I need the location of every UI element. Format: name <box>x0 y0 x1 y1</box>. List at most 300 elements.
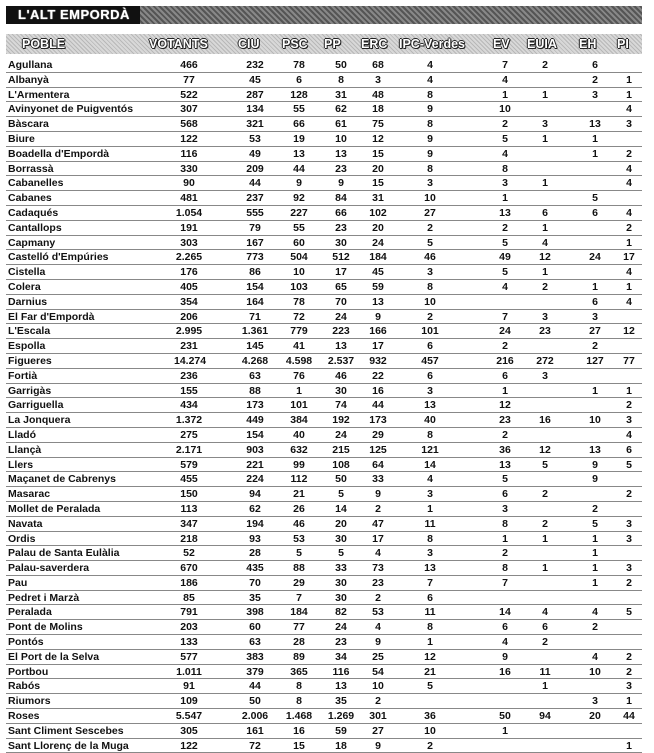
cell-euia: 5 <box>542 458 548 471</box>
cell-pi: 1 <box>626 88 632 101</box>
cell-votants: 2.995 <box>175 325 203 338</box>
cell-poble: Riumors <box>8 695 51 708</box>
cell-poble: El Far d'Empordà <box>8 310 95 323</box>
cell-poble: Rabós <box>8 680 41 693</box>
table-title: L'ALT EMPORDÀ <box>6 6 140 24</box>
cell-poble: Palau de Santa Eulàlia <box>8 547 120 560</box>
cell-psc: 227 <box>290 206 308 219</box>
cell-ev: 8 <box>502 562 508 575</box>
cell-votants: 466 <box>180 59 198 71</box>
cell-poble: Boadella d'Empordà <box>8 147 110 160</box>
cell-ipc-verdes: 10 <box>424 192 436 205</box>
cell-votants: 5.547 <box>175 710 203 723</box>
cell-ev: 13 <box>499 458 511 471</box>
table-row <box>6 532 642 547</box>
cell-erc: 23 <box>372 576 384 589</box>
cell-ev: 216 <box>496 354 514 367</box>
cell-votants: 122 <box>180 132 198 145</box>
cell-psc: 184 <box>290 606 308 619</box>
cell-eh <box>577 635 613 649</box>
cell-pi: 4 <box>626 295 632 308</box>
table-row <box>6 354 642 369</box>
cell-eh: 5 <box>592 192 598 205</box>
cell-votants: 354 <box>180 295 198 308</box>
cell-ipc-verdes: 11 <box>424 517 436 530</box>
cell-eh <box>577 162 613 176</box>
cell-ipc-verdes: 2 <box>427 310 433 323</box>
cell-ev <box>488 694 522 708</box>
cell-ipc-verdes: 457 <box>421 354 439 367</box>
cell-psc: 632 <box>290 443 308 456</box>
cell-eh <box>577 236 613 250</box>
cell-pp: 24 <box>335 428 347 441</box>
cell-euia: 1 <box>542 221 548 234</box>
cell-ciu: 287 <box>246 88 264 101</box>
cell-psc: 41 <box>293 340 305 353</box>
cell-ev: 36 <box>499 443 511 456</box>
cell-ciu: 49 <box>249 147 261 160</box>
cell-poble: Colera <box>8 280 41 293</box>
cell-ciu: 903 <box>246 443 264 456</box>
cell-poble: Masarac <box>8 488 51 501</box>
header-ev: EV <box>493 37 510 51</box>
table-row <box>6 650 642 665</box>
cell-euia: 1 <box>542 562 548 575</box>
cell-votants: 218 <box>180 532 198 545</box>
cell-euia <box>527 694 563 708</box>
table-row <box>6 310 642 325</box>
cell-pi: 6 <box>626 443 632 456</box>
cell-eh: 1 <box>592 384 598 397</box>
cell-votants: 1.054 <box>175 206 203 219</box>
cell-poble: Sant Llorenç de la Muga <box>8 739 129 752</box>
cell-ev: 4 <box>502 147 508 160</box>
cell-ev: 6 <box>502 369 508 382</box>
cell-euia: 16 <box>539 414 551 427</box>
table-row <box>6 265 642 280</box>
cell-eh <box>577 487 613 501</box>
cell-ciu: 50 <box>249 695 261 708</box>
cell-ev <box>488 295 522 309</box>
cell-ciu: 88 <box>249 384 261 397</box>
cell-euia: 1 <box>542 266 548 279</box>
table-row <box>6 502 642 517</box>
cell-psc: 53 <box>293 532 305 545</box>
cell-erc: 29 <box>372 428 384 441</box>
cell-pi: 1 <box>626 739 632 752</box>
cell-euia <box>527 650 563 664</box>
table-row <box>6 428 642 443</box>
cell-pp: 8 <box>338 73 344 86</box>
cell-eh: 13 <box>589 118 601 131</box>
cell-eh: 6 <box>592 295 598 308</box>
cell-ev: 8 <box>502 162 508 175</box>
cell-erc: 33 <box>372 473 384 486</box>
cell-pp: 33 <box>335 562 347 575</box>
cell-eh: 3 <box>592 88 598 101</box>
cell-ipc-verdes: 101 <box>421 325 439 338</box>
cell-ev: 9 <box>502 650 508 663</box>
cell-poble: Albanyà <box>8 73 49 86</box>
cell-ev: 5 <box>502 132 508 145</box>
cell-ipc-verdes <box>410 694 450 708</box>
cell-euia <box>527 739 563 753</box>
cell-pp: 2.537 <box>327 354 355 367</box>
cell-poble: Lladó <box>8 428 36 441</box>
cell-psc: 40 <box>293 428 305 441</box>
cell-euia: 12 <box>539 251 551 264</box>
cell-erc: 75 <box>372 118 384 131</box>
cell-poble: Cabanes <box>8 192 52 205</box>
header-votants: VOTANTS <box>149 37 208 51</box>
cell-votants: 307 <box>180 103 198 116</box>
cell-ciu: 435 <box>246 562 264 575</box>
cell-erc: 47 <box>372 517 384 530</box>
cell-pp: 192 <box>332 414 350 427</box>
cell-votants: 116 <box>180 147 198 160</box>
cell-poble: Palau-saverdera <box>8 562 90 575</box>
cell-votants: 577 <box>180 650 198 663</box>
cell-votants: 275 <box>180 428 198 441</box>
cell-ev: 1 <box>502 88 508 101</box>
cell-pp: 23 <box>335 221 347 234</box>
table-row <box>6 206 642 221</box>
cell-pi <box>615 58 643 72</box>
cell-ipc-verdes: 3 <box>427 177 433 190</box>
cell-poble: Pau <box>8 576 28 589</box>
cell-psc: 16 <box>293 724 305 737</box>
cell-erc: 166 <box>369 325 387 338</box>
cell-euia <box>527 384 563 398</box>
cell-pp: 66 <box>335 206 347 219</box>
cell-eh <box>577 428 613 442</box>
cell-psc: 46 <box>293 517 305 530</box>
cell-pp: 108 <box>332 458 350 471</box>
cell-eh: 1 <box>592 280 598 293</box>
cell-votants: 150 <box>180 488 198 501</box>
cell-pi <box>615 472 643 486</box>
cell-votants: 14.274 <box>174 354 207 367</box>
cell-euia <box>527 428 563 442</box>
table-row <box>6 591 642 606</box>
cell-eh: 9 <box>592 458 598 471</box>
cell-eh <box>577 398 613 412</box>
cell-pi: 1 <box>626 280 632 293</box>
cell-pp: 70 <box>335 295 347 308</box>
cell-euia <box>527 502 563 516</box>
cell-eh: 24 <box>589 251 601 264</box>
cell-euia: 6 <box>542 621 548 634</box>
cell-eh: 2 <box>592 340 598 353</box>
cell-ipc-verdes: 8 <box>427 428 433 441</box>
cell-votants: 455 <box>180 473 198 486</box>
cell-pp: 35 <box>335 695 347 708</box>
cell-ipc-verdes: 3 <box>427 547 433 560</box>
table-title-bar <box>6 6 642 24</box>
cell-ciu: 94 <box>249 488 261 501</box>
cell-ciu: 1.361 <box>241 325 269 338</box>
cell-ciu: 173 <box>246 399 264 412</box>
cell-erc: 17 <box>372 532 384 545</box>
table-row <box>6 191 642 206</box>
cell-pi: 44 <box>623 710 635 723</box>
cell-poble: Cadaqués <box>8 206 59 219</box>
cell-euia <box>527 339 563 353</box>
table-row <box>6 324 642 339</box>
cell-pp: 10 <box>335 132 347 145</box>
cell-ipc-verdes: 11 <box>424 606 436 619</box>
cell-psc: 112 <box>290 473 308 486</box>
cell-euia: 94 <box>539 710 551 723</box>
table-row <box>6 724 642 739</box>
header-psc: PSC <box>282 37 308 51</box>
cell-ciu: 232 <box>246 59 264 71</box>
cell-psc: 44 <box>293 162 305 175</box>
cell-votants: 434 <box>180 399 198 412</box>
cell-poble: Garrigàs <box>8 384 52 397</box>
cell-ipc-verdes: 8 <box>427 280 433 293</box>
cell-euia: 3 <box>542 310 548 323</box>
cell-euia <box>527 147 563 161</box>
cell-pi: 3 <box>626 680 632 693</box>
cell-erc: 22 <box>372 369 384 382</box>
cell-ev: 5 <box>502 236 508 249</box>
cell-euia: 2 <box>542 280 548 293</box>
cell-ciu: 62 <box>249 502 261 515</box>
cell-pi: 77 <box>623 354 635 367</box>
cell-ev: 7 <box>502 310 508 323</box>
cell-psc: 19 <box>293 132 305 145</box>
cell-erc: 932 <box>369 354 387 367</box>
cell-ipc-verdes: 6 <box>427 369 433 382</box>
table-row <box>6 458 642 473</box>
cell-votants: 155 <box>180 384 198 397</box>
cell-pi <box>615 502 643 516</box>
cell-euia <box>527 472 563 486</box>
cell-ciu: 209 <box>246 162 264 175</box>
cell-ev: 2 <box>502 340 508 353</box>
cell-erc: 45 <box>372 266 384 279</box>
cell-eh: 20 <box>589 710 601 723</box>
cell-ciu: 194 <box>246 517 264 530</box>
table-row <box>6 635 642 650</box>
cell-ipc-verdes: 4 <box>427 473 433 486</box>
cell-psc: 5 <box>296 547 302 560</box>
cell-psc: 504 <box>290 251 308 264</box>
cell-ciu: 164 <box>246 295 264 308</box>
cell-votants: 231 <box>180 340 198 353</box>
table-row <box>6 250 642 265</box>
cell-psc: 78 <box>293 59 305 71</box>
cell-euia: 11 <box>539 665 551 678</box>
cell-erc: 24 <box>372 236 384 249</box>
cell-psc: 55 <box>293 103 305 116</box>
cell-eh: 5 <box>592 517 598 530</box>
cell-euia <box>527 191 563 205</box>
cell-ipc-verdes: 10 <box>424 295 436 308</box>
cell-poble: Cabanelles <box>8 177 64 190</box>
table-row <box>6 88 642 103</box>
cell-ciu: 45 <box>249 73 261 86</box>
cell-psc: 15 <box>293 739 305 752</box>
cell-poble: Capmany <box>8 236 56 249</box>
cell-ipc-verdes: 1 <box>427 636 433 649</box>
cell-euia: 1 <box>542 88 548 101</box>
cell-ipc-verdes: 46 <box>424 251 436 264</box>
cell-ciu: 53 <box>249 132 261 145</box>
cell-ev: 2 <box>502 428 508 441</box>
cell-erc: 4 <box>375 621 381 634</box>
cell-poble: Roses <box>8 710 40 723</box>
header-euia: EUIA <box>527 37 557 51</box>
cell-pp: 5 <box>338 488 344 501</box>
cell-ciu: 2.006 <box>241 710 269 723</box>
cell-psc: 384 <box>290 414 308 427</box>
cell-poble: Biure <box>8 132 35 145</box>
cell-ev: 6 <box>502 621 508 634</box>
table-row <box>6 709 642 724</box>
cell-euia: 3 <box>542 118 548 131</box>
cell-erc: 2 <box>375 502 381 515</box>
cell-pi: 4 <box>626 162 632 175</box>
cell-psc: 78 <box>293 295 305 308</box>
cell-ipc-verdes: 27 <box>424 206 436 219</box>
cell-ipc-verdes: 2 <box>427 221 433 234</box>
cell-ev: 3 <box>502 177 508 190</box>
table-row <box>6 339 642 354</box>
cell-ipc-verdes: 3 <box>427 384 433 397</box>
cell-pi <box>615 635 643 649</box>
cell-ciu: 44 <box>249 680 261 693</box>
cell-ev: 1 <box>502 724 508 737</box>
cell-eh: 6 <box>592 206 598 219</box>
cell-ipc-verdes: 3 <box>427 488 433 501</box>
table-row <box>6 117 642 132</box>
cell-poble: Ordis <box>8 532 36 545</box>
cell-ipc-verdes: 13 <box>424 562 436 575</box>
cell-ev: 49 <box>499 251 511 264</box>
cell-poble: Llers <box>8 458 34 471</box>
cell-euia <box>527 398 563 412</box>
cell-ipc-verdes: 6 <box>427 591 433 604</box>
cell-pi: 5 <box>626 606 632 619</box>
cell-eh: 9 <box>592 473 598 486</box>
cell-ciu: 237 <box>246 192 264 205</box>
cell-votants: 303 <box>180 236 198 249</box>
cell-eh: 10 <box>589 665 601 678</box>
cell-erc: 48 <box>372 88 384 101</box>
cell-ipc-verdes: 7 <box>427 576 433 589</box>
cell-eh: 1 <box>592 576 598 589</box>
results-table <box>6 58 642 753</box>
cell-votants: 77 <box>183 73 195 86</box>
cell-eh: 3 <box>592 695 598 708</box>
cell-erc: 73 <box>372 562 384 575</box>
cell-votants: 305 <box>180 724 198 737</box>
cell-poble: L'Armentera <box>8 88 70 101</box>
cell-euia: 2 <box>542 517 548 530</box>
cell-erc: 18 <box>372 103 384 116</box>
cell-pi: 1 <box>626 73 632 86</box>
cell-votants: 330 <box>180 162 198 175</box>
cell-eh: 2 <box>592 73 598 86</box>
cell-psc: 128 <box>290 88 308 101</box>
cell-ev: 10 <box>499 103 511 116</box>
cell-pi: 1 <box>626 384 632 397</box>
cell-ciu: 86 <box>249 266 261 279</box>
cell-ciu: 379 <box>246 665 264 678</box>
cell-votants: 481 <box>180 192 198 205</box>
cell-pp: 50 <box>335 473 347 486</box>
cell-eh <box>577 369 613 383</box>
cell-votants: 91 <box>183 680 195 693</box>
cell-psc: 29 <box>293 576 305 589</box>
cell-ev: 1 <box>502 532 508 545</box>
cell-pp: 18 <box>335 739 347 752</box>
cell-psc: 28 <box>293 636 305 649</box>
cell-poble: Mollet de Peralada <box>8 502 101 515</box>
cell-poble: Agullana <box>8 59 53 71</box>
cell-psc: 103 <box>290 280 308 293</box>
cell-pp: 31 <box>335 88 347 101</box>
cell-poble: Portbou <box>8 665 49 678</box>
cell-ev: 8 <box>502 517 508 530</box>
cell-ipc-verdes: 5 <box>427 680 433 693</box>
cell-pp: 512 <box>332 251 350 264</box>
cell-eh: 3 <box>592 310 598 323</box>
cell-ev: 50 <box>499 710 511 723</box>
header-ciu: CIU <box>238 37 260 51</box>
cell-erc: 3 <box>375 73 381 86</box>
cell-ev: 13 <box>499 206 511 219</box>
cell-eh: 2 <box>592 621 598 634</box>
cell-ev: 12 <box>499 399 511 412</box>
cell-eh <box>577 739 613 753</box>
cell-ciu: 154 <box>246 428 264 441</box>
cell-pi <box>615 591 643 605</box>
cell-pi: 1 <box>626 695 632 708</box>
cell-pp: 14 <box>335 502 347 515</box>
cell-psc: 26 <box>293 502 305 515</box>
table-row <box>6 398 642 413</box>
cell-euia <box>527 102 563 116</box>
cell-ev: 5 <box>502 266 508 279</box>
table-row <box>6 280 642 295</box>
cell-ciu: 221 <box>246 458 264 471</box>
table-header <box>6 34 642 54</box>
cell-ipc-verdes: 3 <box>427 266 433 279</box>
cell-euia: 4 <box>542 606 548 619</box>
cell-psc: 365 <box>290 665 308 678</box>
cell-pp: 46 <box>335 369 347 382</box>
cell-pi: 4 <box>626 266 632 279</box>
cell-eh: 1 <box>592 532 598 545</box>
cell-votants: 52 <box>183 547 195 560</box>
cell-eh: 1 <box>592 562 598 575</box>
cell-erc: 301 <box>369 710 387 723</box>
cell-ev: 4 <box>502 73 508 86</box>
cell-poble: El Port de la Selva <box>8 650 100 663</box>
cell-ciu: 555 <box>246 206 264 219</box>
cell-pi: 4 <box>626 428 632 441</box>
cell-ev: 2 <box>502 547 508 560</box>
cell-ev: 14 <box>499 606 511 619</box>
cell-ipc-verdes: 14 <box>424 458 436 471</box>
cell-pp: 61 <box>335 118 347 131</box>
header-pi: PI <box>617 37 629 51</box>
cell-erc: 54 <box>372 665 384 678</box>
cell-psc: 66 <box>293 118 305 131</box>
